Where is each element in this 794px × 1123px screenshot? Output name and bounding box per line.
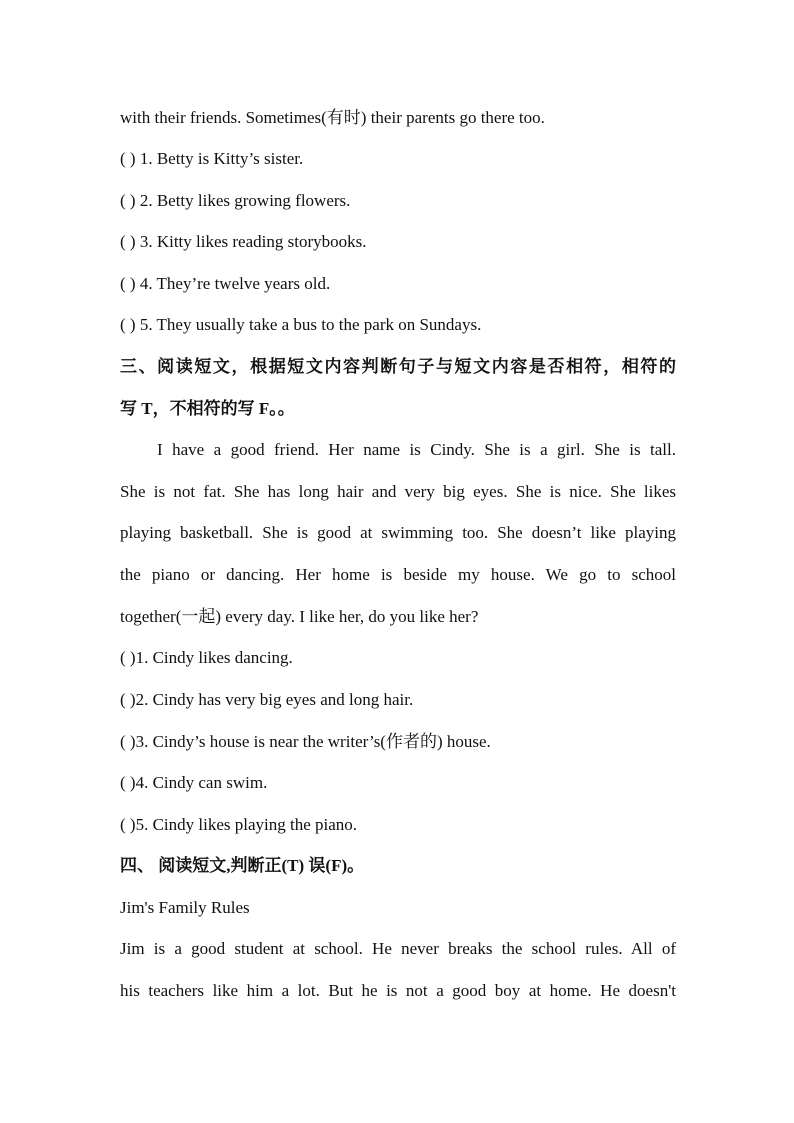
section-heading: 三、阅读短文，根据短文内容判断句子与短文内容是否相符，相符的 [120, 357, 676, 376]
question-text: 1. Cindy likes dancing. [135, 648, 293, 667]
question-text: 2. Cindy has very big eyes and long hair. [135, 690, 414, 709]
answer-blank[interactable]: ( ) [120, 315, 136, 334]
question-item [120, 148, 303, 170]
question-text: 4. They’re twelve years old. [135, 274, 331, 293]
passage-line: Jim is a good student at school. He never breaks the school rules. All of [120, 939, 676, 958]
question-text: 5. Cindy likes playing the piano. [135, 815, 358, 834]
section-heading: 四、 阅读短文,判断正(T) 误(F)。 [120, 856, 365, 875]
passage-line: playing basketball. She is good at swimming too. She doesn’t like playing [120, 523, 676, 542]
answer-blank[interactable]: ( ) [120, 773, 136, 792]
passage-line: I have a good friend. Her name is Cindy. She is a girl. She is tall. [157, 440, 676, 459]
question-item [120, 772, 267, 794]
section-heading-continued: 写 T，不相符的写 F。。 [120, 399, 295, 418]
answer-blank[interactable]: ( ) [120, 815, 136, 834]
passage-line: with their friends. Sometimes(有时) their parents go there too. [120, 108, 545, 127]
answer-blank[interactable]: ( ) [120, 232, 136, 251]
question-item [120, 231, 366, 253]
answer-blank[interactable]: ( ) [120, 690, 136, 709]
passage-line: She is not fat. She has long hair and very big eyes. She is nice. She likes [120, 482, 676, 501]
answer-blank[interactable]: ( ) [120, 274, 136, 293]
answer-blank[interactable]: ( ) [120, 149, 136, 168]
passage-line: together(一起) every day. I like her, do you like her? [120, 607, 479, 626]
answer-blank[interactable]: ( ) [120, 648, 136, 667]
passage-line: the piano or dancing. Her home is beside my house. We go to school [120, 565, 676, 584]
question-item [120, 314, 481, 336]
question-text: 3. Cindy’s house is near the writer’s(作者的) house. [135, 732, 491, 751]
answer-blank[interactable]: ( ) [120, 732, 136, 751]
question-text: 2. Betty likes growing flowers. [135, 191, 351, 210]
passage-title: Jim's Family Rules [120, 898, 250, 917]
question-item [120, 647, 293, 669]
question-text: 3. Kitty likes reading storybooks. [135, 232, 367, 251]
question-text: 5. They usually take a bus to the park on Sundays. [135, 315, 482, 334]
question-item [120, 689, 413, 711]
question-item [120, 190, 350, 212]
question-item [120, 731, 491, 753]
question-item [120, 273, 330, 295]
question-text: 1. Betty is Kitty’s sister. [135, 149, 304, 168]
passage-line: his teachers like him a lot. But he is not a good boy at home. He doesn't [120, 981, 676, 1000]
answer-blank[interactable]: ( ) [120, 191, 136, 210]
question-text: 4. Cindy can swim. [135, 773, 268, 792]
question-item [120, 814, 357, 836]
